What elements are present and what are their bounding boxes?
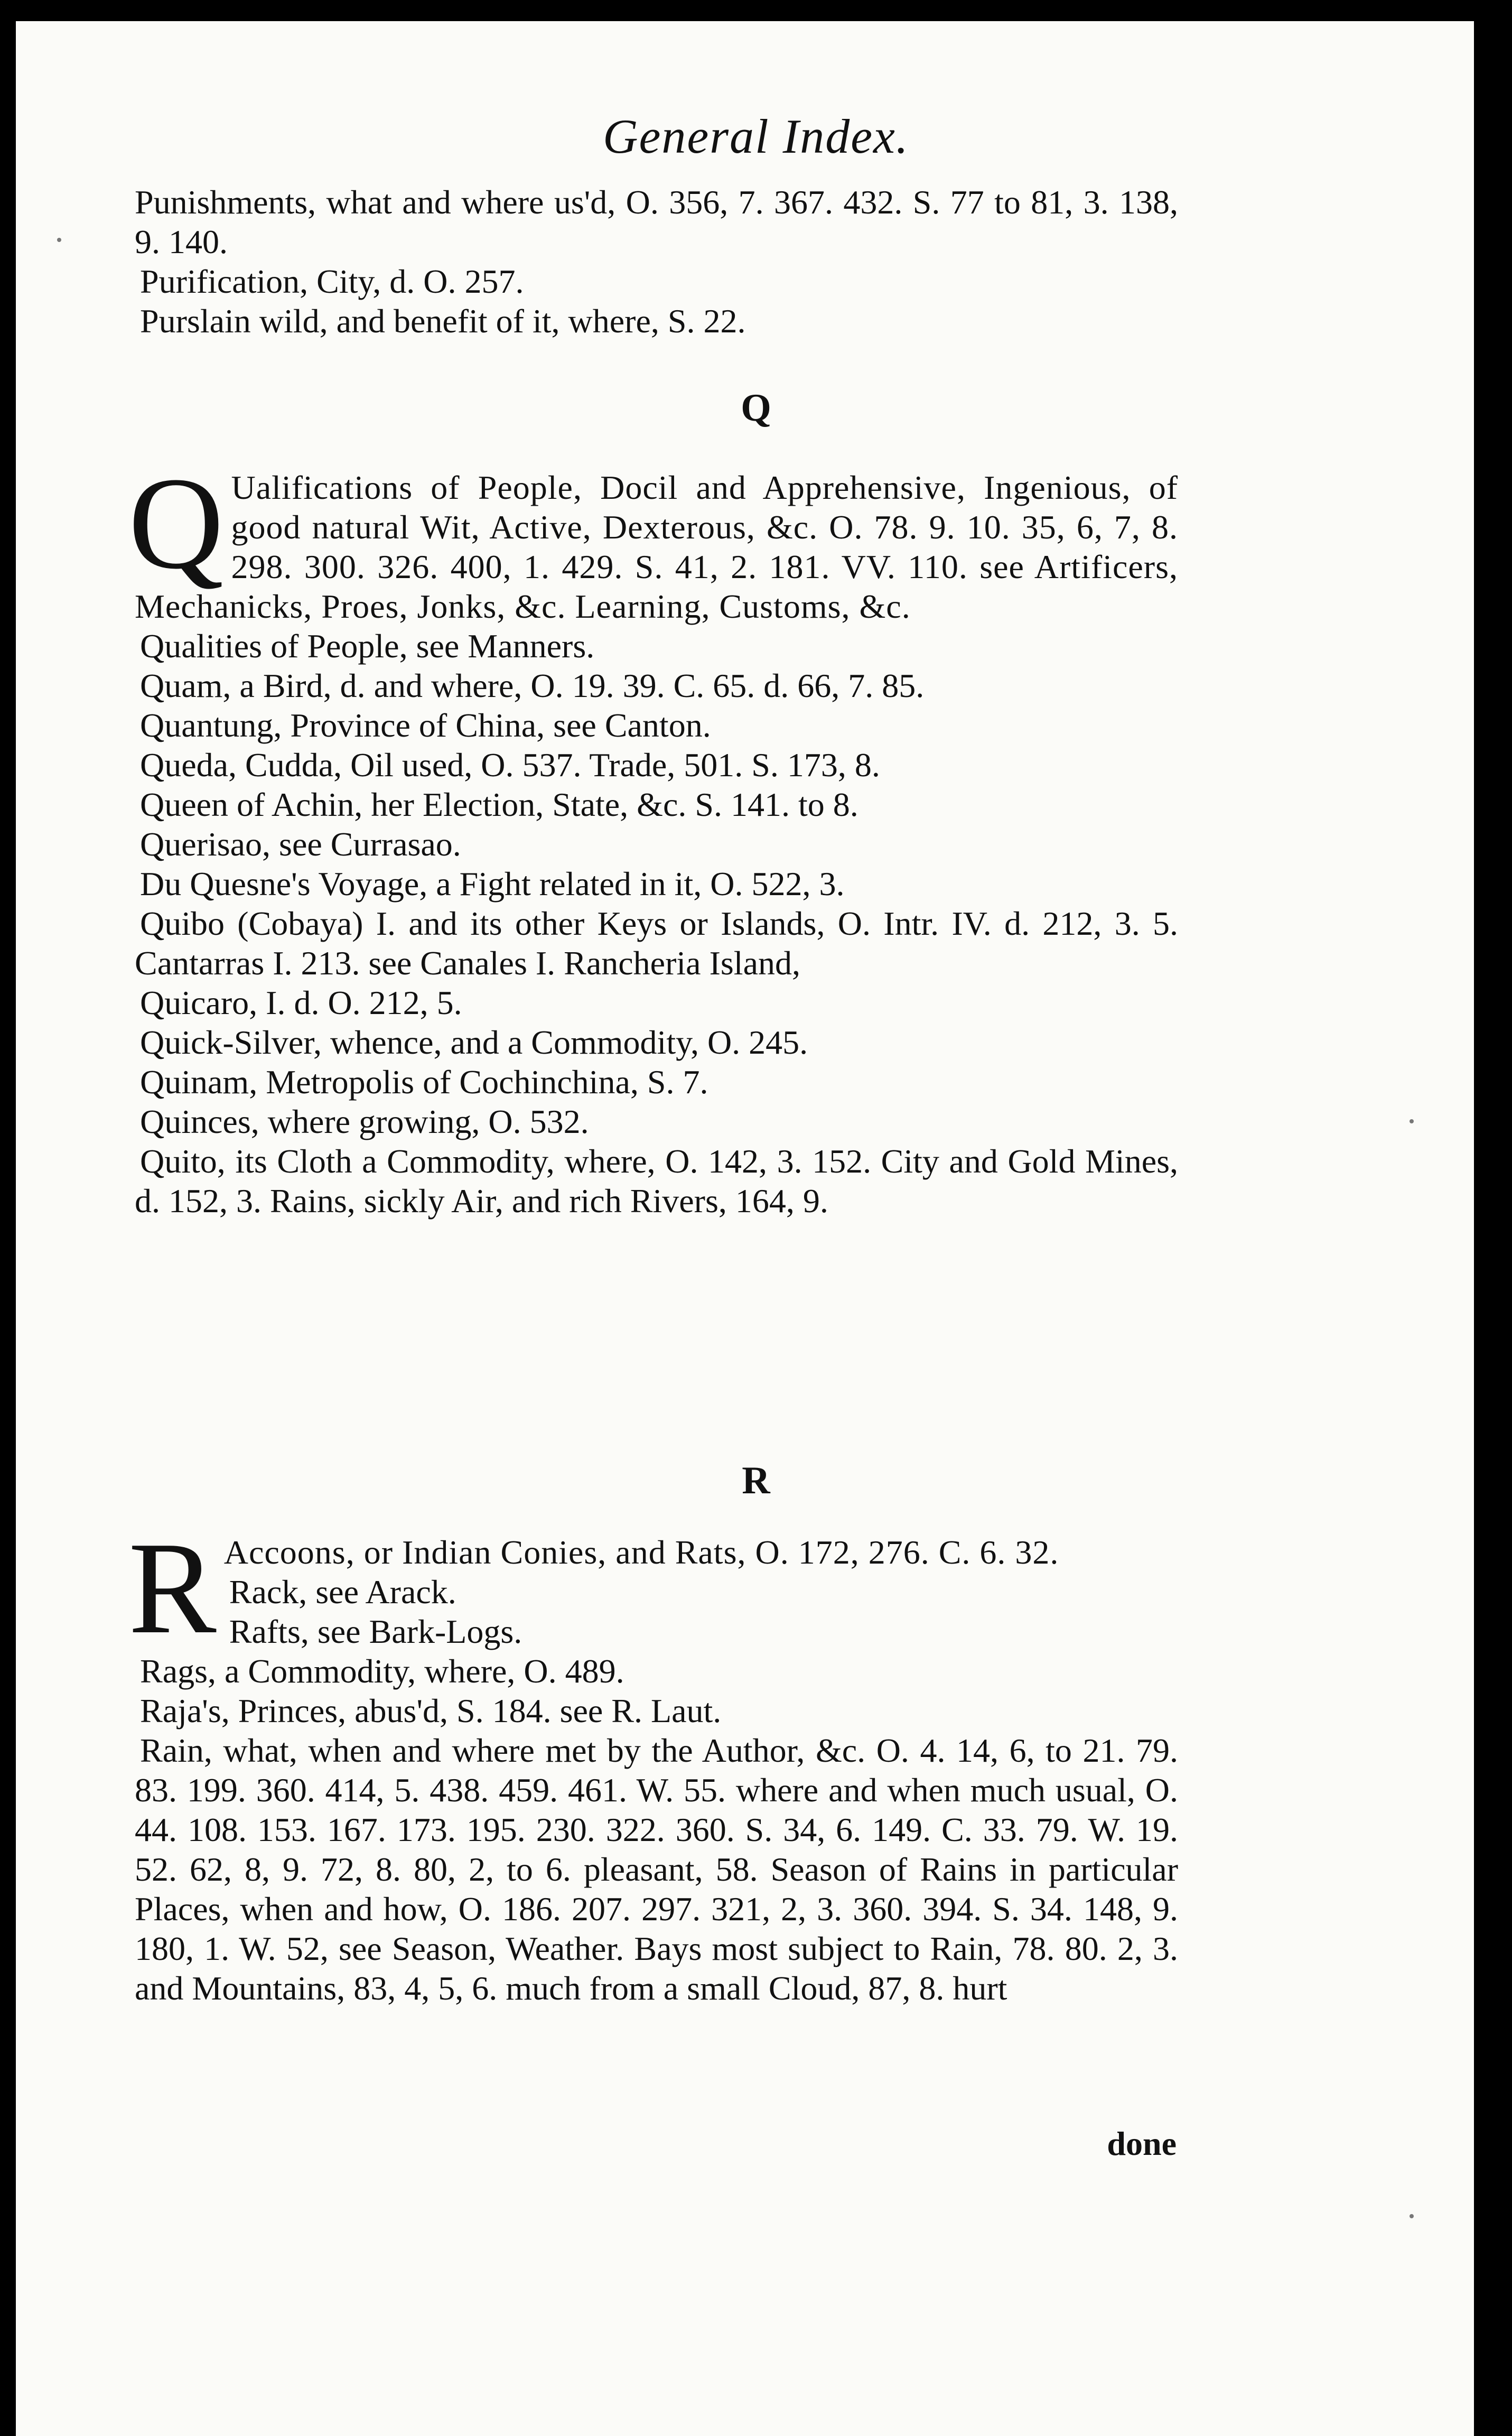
index-entry: Quantung, Province of China, see Canton. — [140, 706, 711, 744]
running-head: General Index. — [603, 109, 909, 163]
page-sheet — [16, 21, 1474, 2436]
drop-cap: R — [128, 1515, 217, 1661]
index-entry: Du Quesne's Voyage, a Fight related in it, O. 522, 3. — [140, 865, 845, 903]
index-entry: Quibo (Cobaya) I. and its other Keys or Islands, O. Intr. IV. d. 212, 3. 5. Cantarras I. 213. see Canales I. Rancheria Island, — [135, 905, 1178, 982]
index-entry: Quicaro, I. d. O. 212, 5. — [140, 984, 462, 1021]
index-entry: Quinces, where growing, O. 532. — [140, 1103, 589, 1140]
index-entry: Querisao, see Currasao. — [140, 825, 461, 863]
index-entry: Queen of Achin, her Election, State, &c. S. 141. to 8. — [140, 786, 858, 823]
index-entry: Rafts, see Bark-Logs. — [229, 1613, 522, 1650]
index-entry: Purslain wild, and benefit of it, where, S. 22. — [140, 302, 746, 340]
lead-entry-text: Ualifications of People, Docil and Apprehensive, Ingenious, of good natural Wit, Active, Dexterous, &c. O. 78. 9. 10. 35, 6, 7, 8. 298. 300. 326. 400, 1. 429. S. 41, 2. 181. VV. 110. see Artificers, Mechanicks, Proes, Jonks, &c. Learning, Customs, &c. — [135, 469, 1178, 625]
index-entry: Punishments, what and where us'd, O. 356, 7. 367. 432. S. 77 to 81, 3. 138, 9. 140. — [135, 183, 1178, 261]
ink-speck — [1410, 1119, 1414, 1123]
section-r — [128, 1515, 1178, 2008]
catchword: done — [1107, 2125, 1177, 2162]
index-entry: Quick-Silver, whence, and a Commodity, O. 245. — [140, 1024, 808, 1061]
index-entry: Quinam, Metropolis of Cochinchina, S. 7. — [140, 1063, 708, 1101]
index-entry: Queda, Cudda, Oil used, O. 537. Trade, 501. S. 173, 8. — [140, 746, 880, 784]
section-p-tail — [135, 182, 1178, 341]
section-heading-q: Q — [741, 386, 771, 430]
index-entry: Raja's, Princes, abus'd, S. 184. see R. Laut. — [140, 1692, 722, 1730]
index-entry: Qualities of People, see Manners. — [140, 627, 595, 665]
index-entry: Rags, a Commodity, where, O. 489. — [140, 1652, 624, 1690]
index-entry: Rack, see Arack. — [229, 1573, 456, 1611]
index-entry: Quito, its Cloth a Commodity, where, O. 142, 3. 152. City and Gold Mines, d. 152, 3. Rains, sickly Air, and rich Rivers, 164, 9. — [135, 1142, 1178, 1220]
ink-speck — [57, 238, 61, 242]
ink-speck — [1410, 2214, 1414, 2218]
index-entry: Rain, what, when and where met by the Author, &c. O. 4. 14, 6, to 21. 79. 83. 199. 360. 414, 5. 438. 459. 461. W. 55. where and when much usual, O. 44. 108. 153. 167. 173. 195. 230. 322. 360. S. 34, 6. 149. C. 33. 79. W. 19. 52. 62, 8, 9. 72, 8. 80, 2, to 6. pleasant, 58. Season of Rains in particular Places, when and how, O. 186. 207. 297. 321, 2, 3. 360. 394. S. 34. 148, 9. 180, 1. W. 52, see Season, Weather. Bays most subject to Rain, 78. 80. 2, 3. and Mountains, 83, 4, 5, 6. much from a small Cloud, 87, 8. hurt — [135, 1732, 1178, 2007]
section-heading-r: R — [742, 1459, 770, 1502]
section-q — [128, 450, 1178, 1221]
drop-cap: Q — [128, 450, 224, 597]
index-entry: Purification, City, d. O. 257. — [140, 263, 524, 300]
index-entry: Quam, a Bird, d. and where, O. 19. 39. C. 65. d. 66, 7. 85. — [140, 667, 925, 704]
lead-entry-text: Accoons, or Indian Conies, and Rats, O. 172, 276. C. 6. 32. — [223, 1533, 1059, 1571]
index-entry-lead — [128, 450, 1178, 626]
